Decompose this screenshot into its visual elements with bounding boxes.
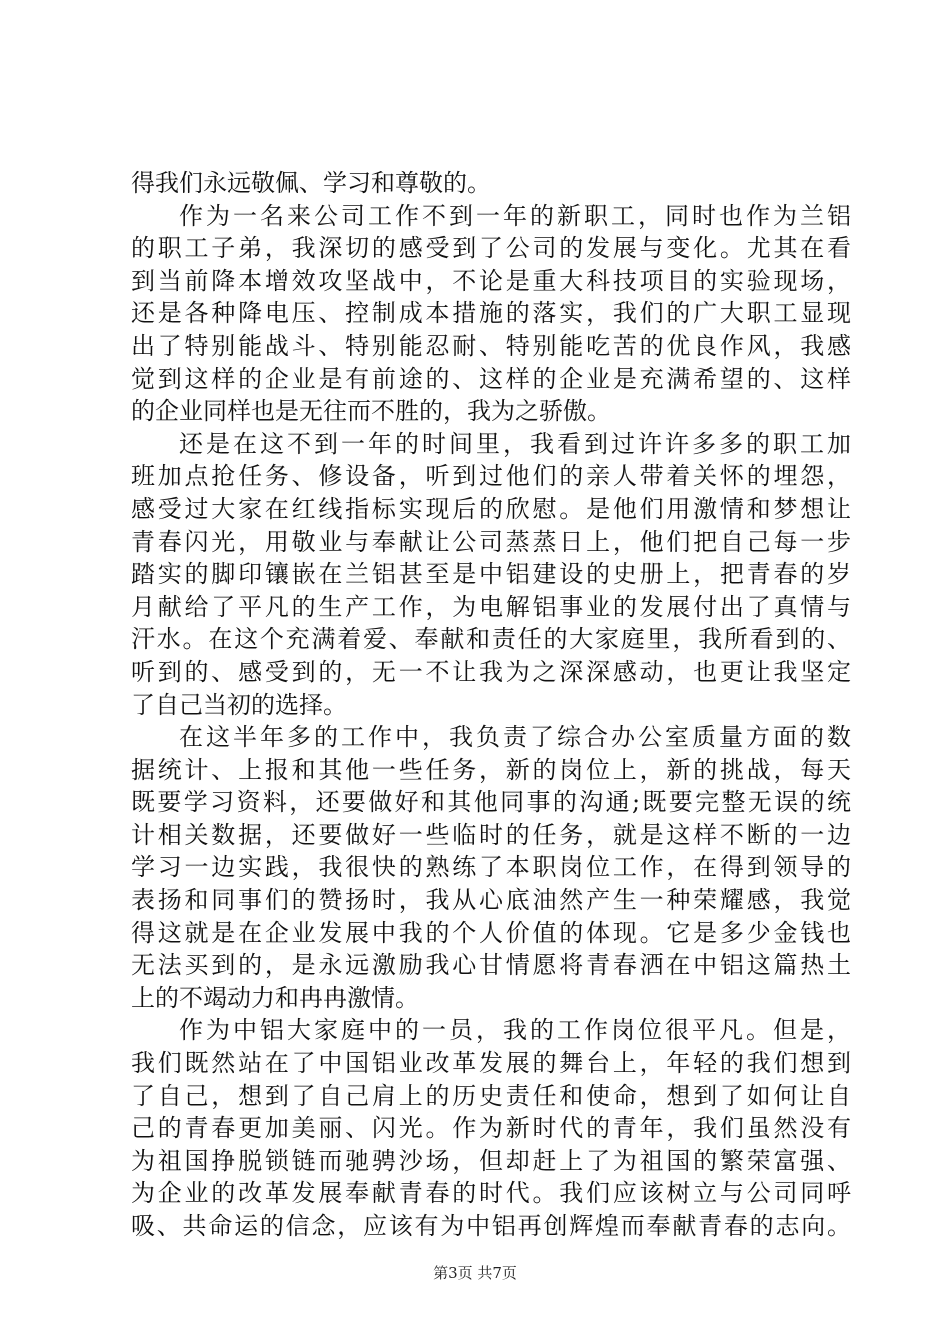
text-line: 青春闪光，用敬业与奉献让公司蒸蒸日上，他们把自己每一步	[131, 527, 851, 556]
text-line: 汗水。在这个充满着爱、奉献和责任的大家庭里，我所看到的、	[131, 625, 851, 654]
text-line: 的企业同样也是无往而不胜的，我为之骄傲。	[131, 397, 611, 426]
text-line: 的职工子弟，我深切的感受到了公司的发展与变化。尤其在看	[131, 234, 851, 263]
document-body	[131, 167, 851, 1243]
text-line: 表扬和同事们的赞扬时，我从心底油然产生一种荣耀感，我觉	[131, 886, 851, 915]
text-line: 觉到这样的企业是有前途的、这样的企业是充满希望的、这样	[131, 364, 851, 393]
text-line: 还是在这不到一年的时间里，我看到过许许多多的职工加	[179, 429, 851, 458]
text-line: 班加点抢任务、修设备，听到过他们的亲人带着关怀的埋怨，	[131, 462, 851, 491]
text-line: 到当前降本增效攻坚战中，不论是重大科技项目的实验现场，	[131, 266, 851, 295]
text-line: 听到的、感受到的，无一不让我为之深深感动，也更让我坚定	[131, 657, 851, 686]
text-line: 为祖国挣脱锁链而驰骋沙场，但却赶上了为祖国的繁荣富强、	[131, 1146, 851, 1175]
text-line: 还是各种降电压、控制成本措施的落实，我们的广大职工显现	[131, 299, 851, 328]
text-line: 我们既然站在了中国铝业改革发展的舞台上，年轻的我们想到	[131, 1049, 851, 1078]
page-number-footer: 第3页 共7页	[433, 1264, 517, 1282]
text-line: 吸、共命运的信念，应该有为中铝再创辉煌而奉献青春的志向。	[131, 1212, 851, 1240]
text-line: 作为中铝大家庭中的一员，我的工作岗位很平凡。但是，	[179, 1016, 851, 1045]
text-line: 既要学习资料，还要做好和其他同事的沟通;既要完整无误的统	[131, 788, 851, 817]
text-line: 月献给了平凡的生产工作，为电解铝事业的发展付出了真情与	[131, 592, 851, 621]
text-line: 得我们永远敬佩、学习和尊敬的。	[131, 169, 491, 197]
text-line: 据统计、上报和其他一些任务，新的岗位上，新的挑战，每天	[131, 755, 851, 784]
text-line: 作为一名来公司工作不到一年的新职工，同时也作为兰铝	[179, 201, 851, 230]
text-line: 了自己当初的选择。	[131, 690, 347, 719]
text-line: 出了特别能战斗、特别能忍耐、特别能吃苦的优良作风，我感	[131, 331, 851, 360]
text-line: 上的不竭动力和冉冉激情。	[131, 983, 419, 1012]
text-line: 学习一边实践，我很快的熟练了本职岗位工作，在得到领导的	[131, 853, 851, 882]
text-line: 为企业的改革发展奉献青春的时代。我们应该树立与公司同呼	[131, 1179, 851, 1208]
text-line: 得这就是在企业发展中我的个人价值的体现。它是多少金钱也	[131, 918, 851, 947]
text-line: 在这半年多的工作中，我负责了综合办公室质量方面的数	[179, 723, 851, 752]
text-line: 感受过大家在红线指标实现后的欣慰。是他们用激情和梦想让	[131, 494, 851, 523]
text-line: 无法买到的，是永远激励我心甘情愿将青春洒在中铝这篇热土	[131, 951, 851, 980]
text-line: 己的青春更加美丽、闪光。作为新时代的青年，我们虽然没有	[131, 1114, 851, 1143]
text-line: 了自己，想到了自己肩上的历史责任和使命，想到了如何让自	[131, 1081, 851, 1110]
text-line: 计相关数据，还要做好一些临时的任务，就是这样不断的一边	[131, 820, 851, 849]
text-line: 踏实的脚印镶嵌在兰铝甚至是中铝建设的史册上，把青春的岁	[131, 560, 851, 589]
